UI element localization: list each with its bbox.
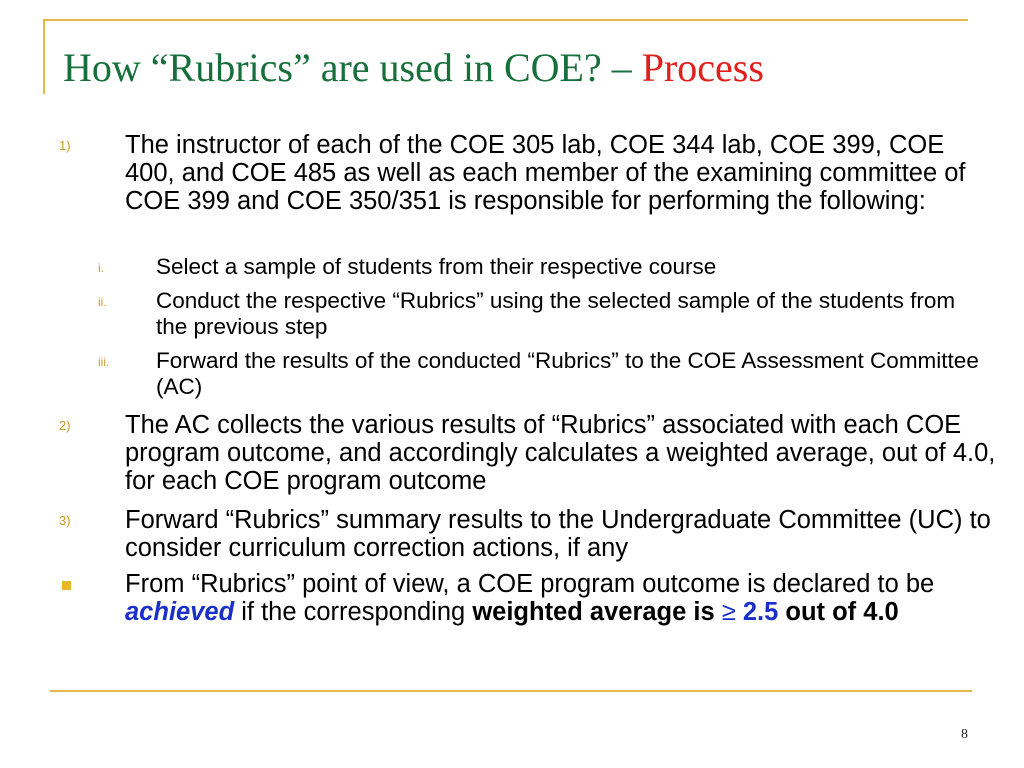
- slide-title-accent: Process: [641, 45, 764, 90]
- sub-marker: ii.: [98, 295, 107, 309]
- list-marker: 3): [59, 513, 71, 528]
- sub-item-text: Forward the results of the conducted “Rubrics” to the COE Assessment Committee (AC): [156, 348, 979, 399]
- list-item-3: [59, 506, 1000, 562]
- sub-item-ii: [98, 288, 986, 340]
- sub-item-iii: [98, 348, 986, 400]
- final-bold-text-1: weighted average is: [472, 598, 722, 626]
- sub-item-text: Conduct the respective “Rubrics” using the selected sample of the students from the previous step: [156, 288, 956, 339]
- bullet-square-icon: [62, 581, 71, 590]
- threshold-value: 2.5: [735, 598, 779, 626]
- greater-equal-symbol: ≥: [721, 598, 736, 626]
- list-marker: 2): [59, 418, 71, 433]
- sub-item-i: [98, 254, 986, 280]
- list-item-text: The instructor of each of the COE 305 lab, COE 344 lab, COE 399, COE 400, and COE 485 as well as each member of the examining committee of COE 399 and COE 350/351 is responsible for performing the following:: [125, 131, 966, 215]
- slide-title-main: How “Rubrics” are used in COE? –: [63, 45, 642, 90]
- list-item-1: [59, 131, 1000, 215]
- sub-marker: iii.: [98, 355, 110, 369]
- final-bold-text-2: out of 4.0: [778, 598, 899, 626]
- list-item-final: [125, 570, 1000, 626]
- final-text-part2: if the corresponding: [234, 598, 473, 626]
- list-item-text: The AC collects the various results of “Rubrics” associated with each COE program outcome, and accordingly calculates a weighted average, out of 4.0, for each COE program outcome: [125, 411, 996, 495]
- sub-marker: i.: [98, 261, 104, 275]
- slide-title: [63, 40, 764, 96]
- footer-rule: [50, 690, 972, 692]
- final-text-part1: From “Rubrics” point of view, a COE program outcome is declared to be: [125, 570, 935, 598]
- frame-top-rule: [43, 19, 968, 21]
- achieved-keyword: achieved: [125, 598, 235, 626]
- sub-item-text: Select a sample of students from their respective course: [156, 254, 717, 279]
- frame-left-rule: [43, 19, 45, 94]
- list-item-2: [59, 411, 1000, 495]
- page-number: 8: [961, 727, 968, 742]
- list-item-text: Forward “Rubrics” summary results to the Undergraduate Committee (UC) to consider curriculum correction actions, if any: [125, 506, 991, 562]
- list-marker: 1): [59, 138, 71, 153]
